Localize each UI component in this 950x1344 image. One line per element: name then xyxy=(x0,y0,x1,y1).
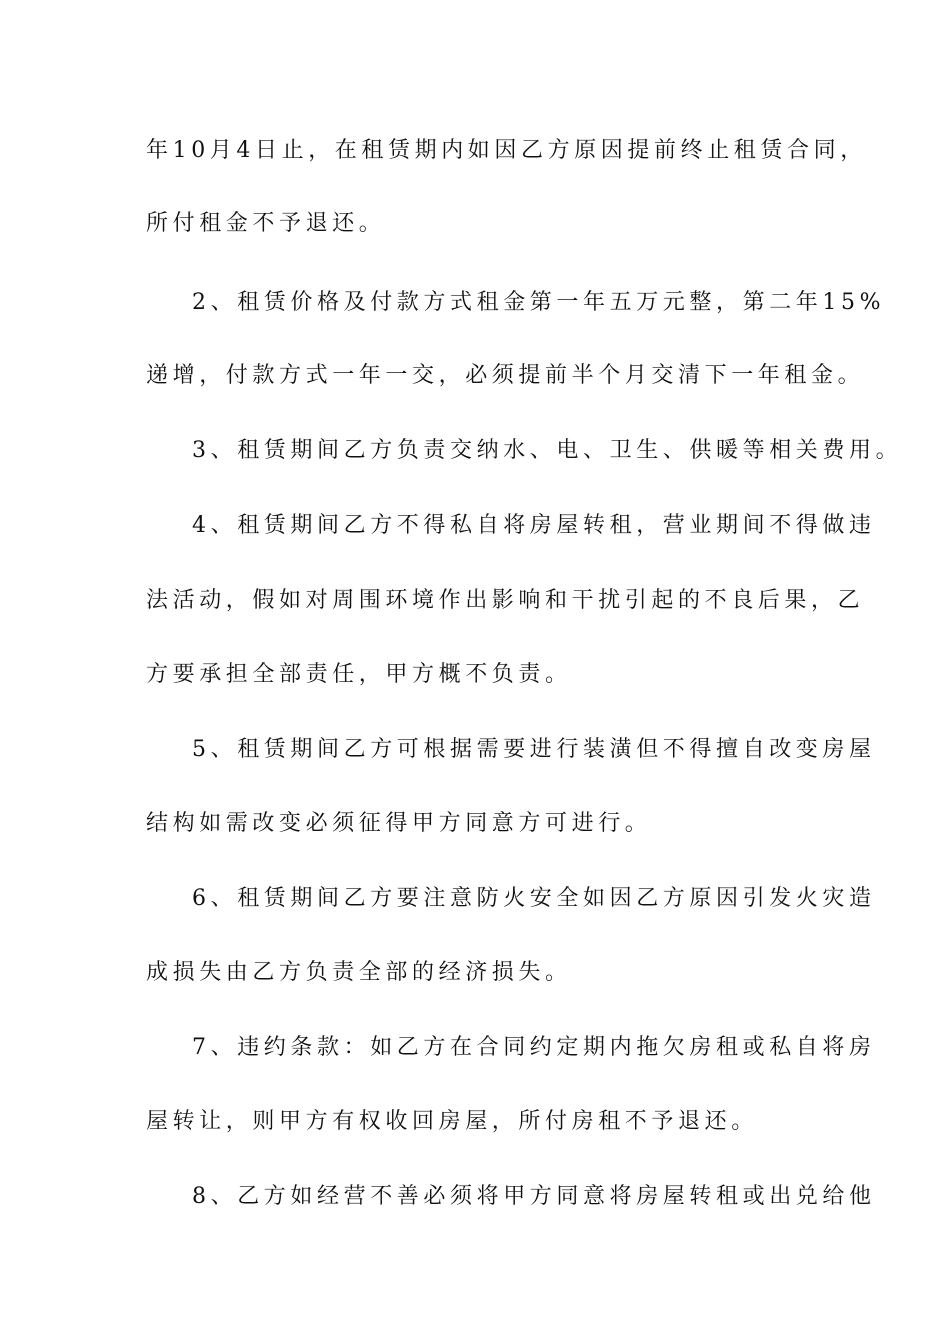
text-line: 递增，付款方式一年一交，必须提前半个月交清下一年租金。 xyxy=(146,363,865,388)
paragraph-5-line: 5、租赁期间乙方可根据需要进行装潢但不得擅自改变房屋 xyxy=(192,737,876,762)
text-line: 方要承担全部责任，甲方概不负责。 xyxy=(146,662,572,687)
paragraph-7-line: 7、违约条款：如乙方在合同约定期内拖欠房租或私自将房 xyxy=(192,1035,876,1060)
text-line: 年10月4日止，在租赁期内如因乙方原因提前终止租赁合同， xyxy=(146,138,867,163)
paragraph-3-line: 3、租赁期间乙方负责交纳水、电、卫生、供暖等相关费用。 xyxy=(192,438,903,463)
paragraph-2-line: 2、租赁价格及付款方式租金第一年五万元整，第二年15% xyxy=(192,290,886,315)
paragraph-4-line: 4、租赁期间乙方不得私自将房屋转租，营业期间不得做违 xyxy=(192,513,876,538)
text-line: 成损失由乙方负责全部的经济损失。 xyxy=(146,960,572,985)
text-line: 结构如需改变必须征得甲方同意方可进行。 xyxy=(146,811,652,836)
text-line: 屋转让，则甲方有权收回房屋，所付房租不予退还。 xyxy=(146,1109,758,1134)
paragraph-8-line: 8、乙方如经营不善必须将甲方同意将房屋转租或出兑给他 xyxy=(192,1184,876,1209)
text-line: 法活动，假如对周围环境作出影响和干扰引起的不良后果，乙 xyxy=(146,588,865,613)
paragraph-6-line: 6、租赁期间乙方要注意防火安全如因乙方原因引发火灾造 xyxy=(192,886,876,911)
text-line: 所付租金不予退还。 xyxy=(146,211,386,236)
